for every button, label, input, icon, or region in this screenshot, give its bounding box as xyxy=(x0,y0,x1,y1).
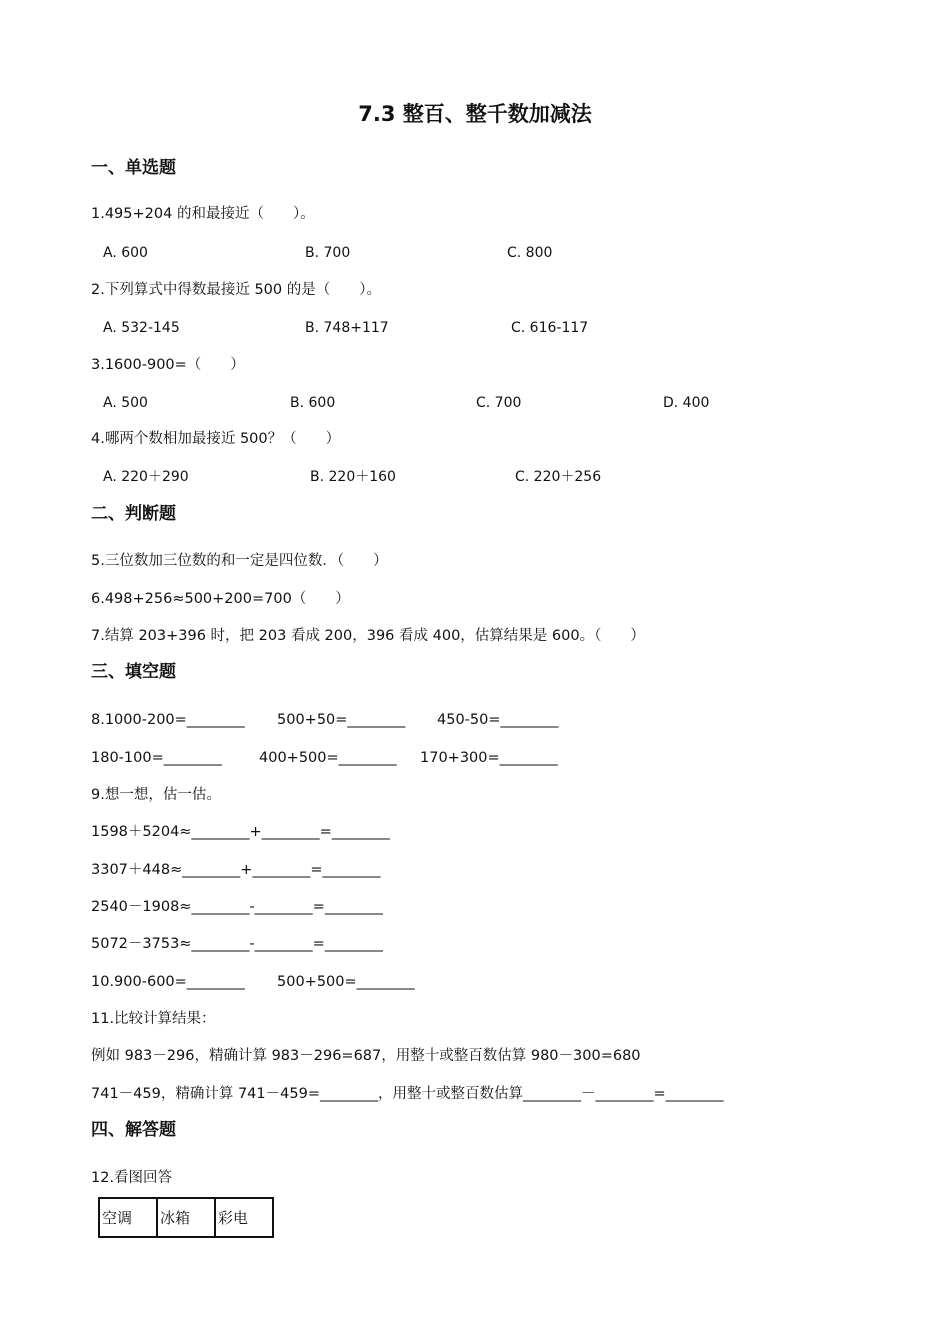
q3-option-b[interactable]: B. 600 xyxy=(290,395,336,411)
section-heading-single-choice: 一、单选题 xyxy=(91,158,176,178)
section-heading-fill-in: 三、填空题 xyxy=(91,662,176,682)
question-8-item-4: 180-100=________ xyxy=(91,750,222,766)
q1-option-c[interactable]: C. 800 xyxy=(507,245,553,261)
question-8-item-3: 450-50=________ xyxy=(437,712,559,728)
q1-option-a[interactable]: A. 600 xyxy=(103,245,148,261)
q4-option-b[interactable]: B. 220＋160 xyxy=(310,469,396,485)
question-3: 3.1600-900=（ ） xyxy=(91,357,245,373)
question-10-item-2: 500+500=________ xyxy=(277,974,415,990)
question-9-line-4: 5072－3753≈________-________=________ xyxy=(91,936,383,952)
question-10-item-1: 10.900-600=________ xyxy=(91,974,245,990)
question-5: 5.三位数加三位数的和一定是四位数．（ ） xyxy=(91,553,388,569)
question-1: 1.495+204 的和最接近（ ）。 xyxy=(91,206,315,222)
question-12: 12.看图回答 xyxy=(91,1170,173,1186)
q4-option-a[interactable]: A. 220＋290 xyxy=(103,469,189,485)
question-8-item-6: 170+300=________ xyxy=(420,750,558,766)
question-9-line-3: 2540－1908≈________-________=________ xyxy=(91,899,383,915)
table-cell-refrigerator: 冰箱 xyxy=(157,1198,215,1237)
page-title: 7.3 整百、整千数加减法 xyxy=(358,102,592,126)
question-9-line-1: 1598＋5204≈________+________=________ xyxy=(91,824,390,840)
question-11-example: 例如 983－296，精确计算 983－296=687，用整十或整百数估算 980－300=680 xyxy=(91,1048,641,1064)
q4-option-c[interactable]: C. 220＋256 xyxy=(515,469,602,485)
q2-option-b[interactable]: B. 748+117 xyxy=(305,320,389,336)
question-6: 6.498+256≈500+200=700（ ） xyxy=(91,591,350,607)
question-4: 4.哪两个数相加最接近 500？（ ） xyxy=(91,431,341,447)
question-7: 7.结算 203+396 时，把 203 看成 200，396 看成 400，估算结果是 600。（ ） xyxy=(91,628,645,644)
question-2: 2.下列算式中得数最接近 500 的是（ ）。 xyxy=(91,282,381,298)
section-heading-problem-solving: 四、解答题 xyxy=(91,1120,176,1140)
q2-option-a[interactable]: A. 532-145 xyxy=(103,320,180,336)
q3-option-c[interactable]: C. 700 xyxy=(476,395,522,411)
table-cell-color-tv: 彩电 xyxy=(215,1198,273,1237)
section-heading-true-false: 二、判断题 xyxy=(91,504,176,524)
q3-option-d[interactable]: D. 400 xyxy=(663,395,710,411)
question-8-item-5: 400+500=________ xyxy=(259,750,397,766)
table-cell-air-conditioner: 空调 xyxy=(99,1198,157,1237)
question-8-item-2: 500+50=________ xyxy=(277,712,406,728)
question-11-task: 741－459，精确计算 741－459=________，用整十或整百数估算________－________=________ xyxy=(91,1086,724,1102)
q2-option-c[interactable]: C. 616-117 xyxy=(511,320,589,336)
q3-option-a[interactable]: A. 500 xyxy=(103,395,148,411)
question-11: 11.比较计算结果： xyxy=(91,1011,216,1027)
question-9-line-2: 3307＋448≈________+________=________ xyxy=(91,862,381,878)
q1-option-b[interactable]: B. 700 xyxy=(305,245,351,261)
appliance-table xyxy=(98,1197,274,1238)
table-row xyxy=(99,1198,273,1237)
question-9: 9.想一想，估一估。 xyxy=(91,787,221,803)
question-8-item-1: 8.1000-200=________ xyxy=(91,712,245,728)
